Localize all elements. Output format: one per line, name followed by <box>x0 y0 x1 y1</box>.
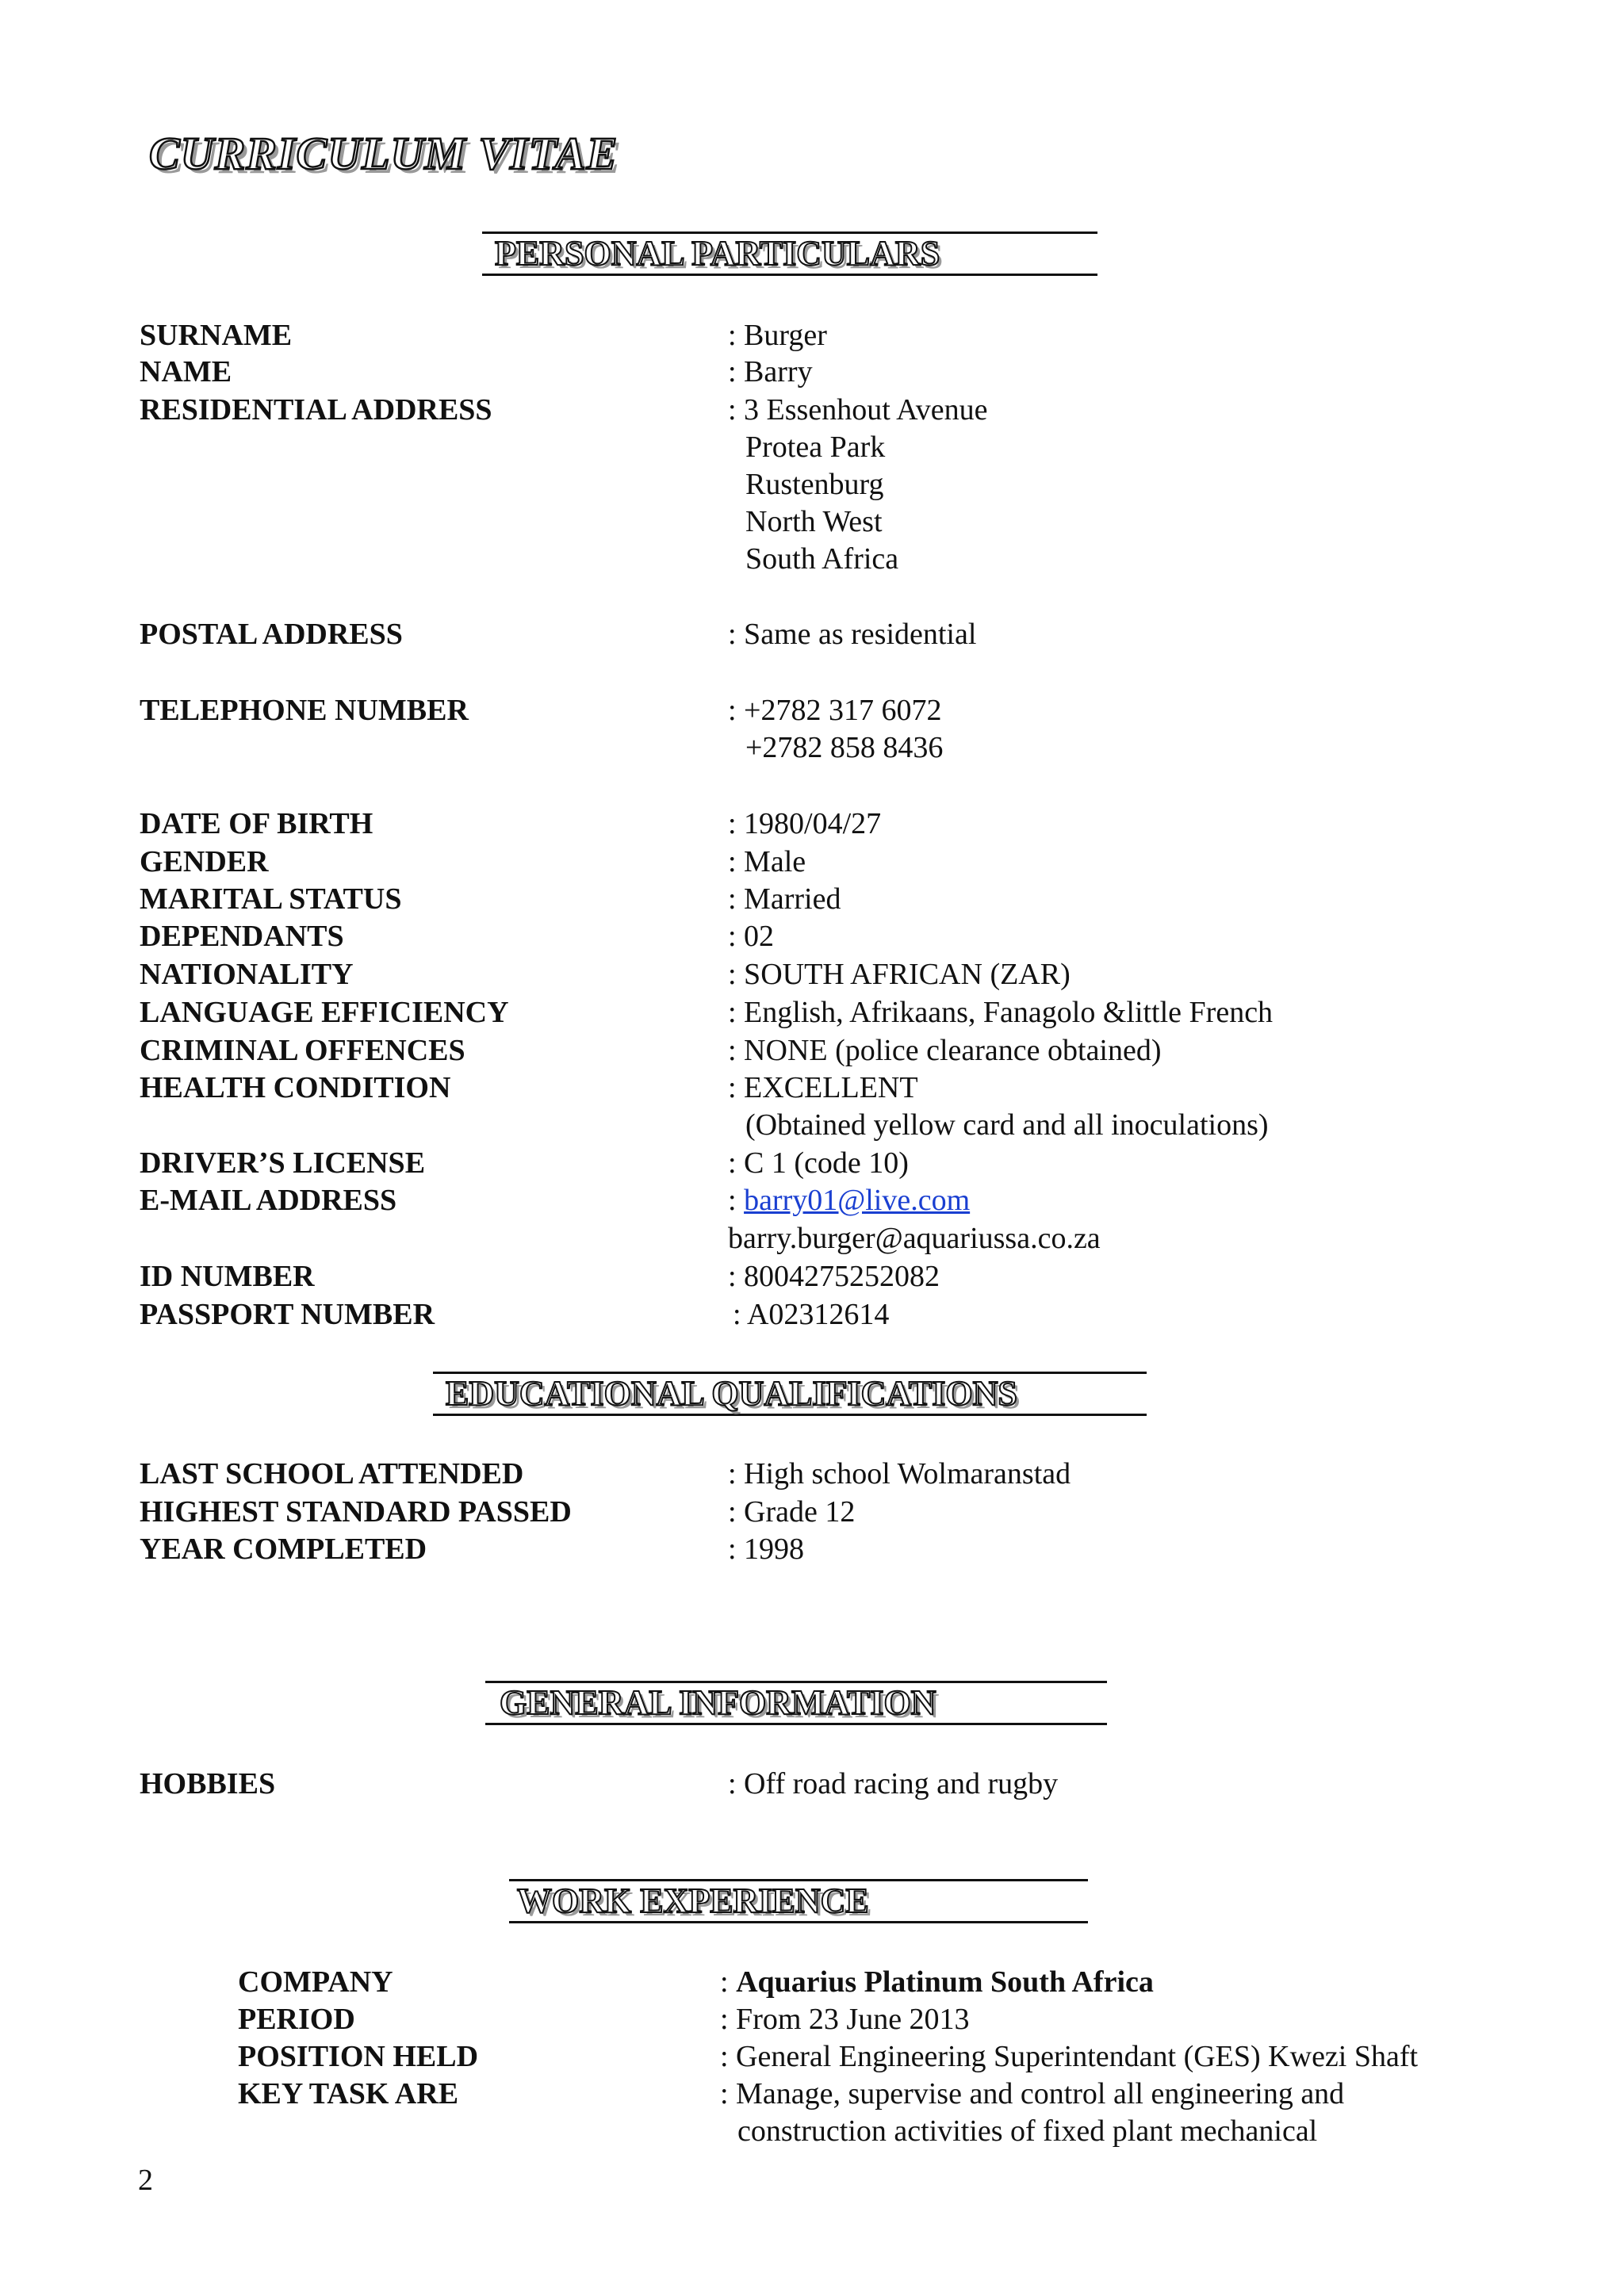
value-period: : From 23 June 2013 <box>720 2003 970 2036</box>
value-health-line-1: : EXCELLENT <box>728 1071 918 1104</box>
label-highest-standard: HIGHEST STANDARD PASSED <box>140 1495 572 1529</box>
value-year-completed: : 1998 <box>728 1533 805 1566</box>
email-link[interactable]: barry01@live.com <box>744 1184 971 1217</box>
company-name: Aquarius Platinum South Africa <box>736 1965 1154 1999</box>
value-postal-address: : Same as residential <box>728 618 977 651</box>
section-header-general <box>485 1681 1107 1725</box>
label-gender: GENDER <box>140 845 269 878</box>
value-criminal-offences: : NONE (police clearance obtained) <box>728 1034 1162 1067</box>
label-id-number: ID NUMBER <box>140 1260 315 1293</box>
value-residential-line-3: Rustenburg <box>745 468 884 501</box>
page-number: 2 <box>138 2164 153 2197</box>
value-company <box>720 1964 1154 2000</box>
label-marital-status: MARITAL STATUS <box>140 882 402 916</box>
label-health-condition: HEALTH CONDITION <box>140 1071 451 1104</box>
label-hobbies: HOBBIES <box>140 1767 276 1800</box>
label-postal-address: POSTAL ADDRESS <box>140 618 403 651</box>
value-email-2: barry.burger@aquariussa.co.za <box>728 1222 1101 1255</box>
value-date-of-birth: : 1980/04/27 <box>728 807 882 840</box>
email-prefix: : <box>728 1184 745 1217</box>
label-name: NAME <box>140 355 232 388</box>
value-name: : Barry <box>728 355 813 388</box>
section-title-work: WORK EXPERIENCE <box>517 1881 869 1920</box>
value-passport-number: : A02312614 <box>733 1298 890 1331</box>
value-surname: : Burger <box>728 319 827 352</box>
value-highest-standard: : Grade 12 <box>728 1495 856 1529</box>
label-telephone: TELEPHONE NUMBER <box>140 694 469 727</box>
value-hobbies: : Off road racing and rugby <box>728 1767 1059 1800</box>
value-marital-status: : Married <box>728 882 841 916</box>
company-prefix: : <box>720 1965 737 1999</box>
section-header-personal <box>482 232 1097 276</box>
value-key-task-line-1: : Manage, supervise and control all engineering and <box>720 2077 1345 2110</box>
section-title-personal: PERSONAL PARTICULARS <box>495 234 940 273</box>
label-company: COMPANY <box>238 1965 393 1999</box>
value-drivers-license: : C 1 (code 10) <box>728 1146 909 1180</box>
value-residential-line-2: Protea Park <box>745 430 886 464</box>
value-last-school: : High school Wolmaranstad <box>728 1457 1071 1490</box>
section-title-general: GENERAL INFORMATION <box>500 1683 936 1722</box>
label-surname: SURNAME <box>140 319 293 352</box>
value-residential-line-5: South Africa <box>745 542 899 576</box>
value-nationality: : SOUTH AFRICAN (ZAR) <box>728 958 1071 991</box>
document-title: CURRICULUM VITAE <box>149 128 619 179</box>
label-last-school: LAST SCHOOL ATTENDED <box>140 1457 524 1490</box>
value-id-number: : 8004275252082 <box>728 1260 940 1293</box>
section-header-education <box>433 1372 1147 1416</box>
label-residential-address: RESIDENTIAL ADDRESS <box>140 393 492 427</box>
value-gender: : Male <box>728 845 806 878</box>
label-email: E-MAIL ADDRESS <box>140 1184 397 1217</box>
label-criminal-offences: CRIMINAL OFFENCES <box>140 1034 465 1067</box>
label-year-completed: YEAR COMPLETED <box>140 1533 427 1566</box>
value-telephone-1: : +2782 317 6072 <box>728 694 942 727</box>
label-date-of-birth: DATE OF BIRTH <box>140 807 373 840</box>
value-position-held: : General Engineering Superintendant (GES) Kwezi Shaft <box>720 2040 1419 2073</box>
section-header-work <box>509 1879 1088 1923</box>
section-title-education: EDUCATIONAL QUALIFICATIONS <box>446 1374 1017 1413</box>
value-residential-line-1: : 3 Essenhout Avenue <box>728 393 988 427</box>
label-nationality: NATIONALITY <box>140 958 354 991</box>
value-telephone-2: +2782 858 8436 <box>745 731 944 764</box>
value-email-1 <box>728 1182 970 1219</box>
label-language: LANGUAGE EFFICIENCY <box>140 996 509 1029</box>
value-residential-line-4: North West <box>745 505 883 538</box>
label-passport-number: PASSPORT NUMBER <box>140 1298 435 1331</box>
label-key-task: KEY TASK ARE <box>238 2077 459 2110</box>
label-period: PERIOD <box>238 2003 355 2036</box>
label-position-held: POSITION HELD <box>238 2040 479 2073</box>
label-dependants: DEPENDANTS <box>140 920 344 953</box>
value-key-task-line-2: construction activities of fixed plant mechanical <box>737 2114 1318 2148</box>
value-health-line-2: (Obtained yellow card and all inoculations) <box>745 1108 1269 1142</box>
label-drivers-license: DRIVER’S LICENSE <box>140 1146 426 1180</box>
value-language: : English, Afrikaans, Fanagolo &little French <box>728 996 1274 1029</box>
value-dependants: : 02 <box>728 920 775 953</box>
